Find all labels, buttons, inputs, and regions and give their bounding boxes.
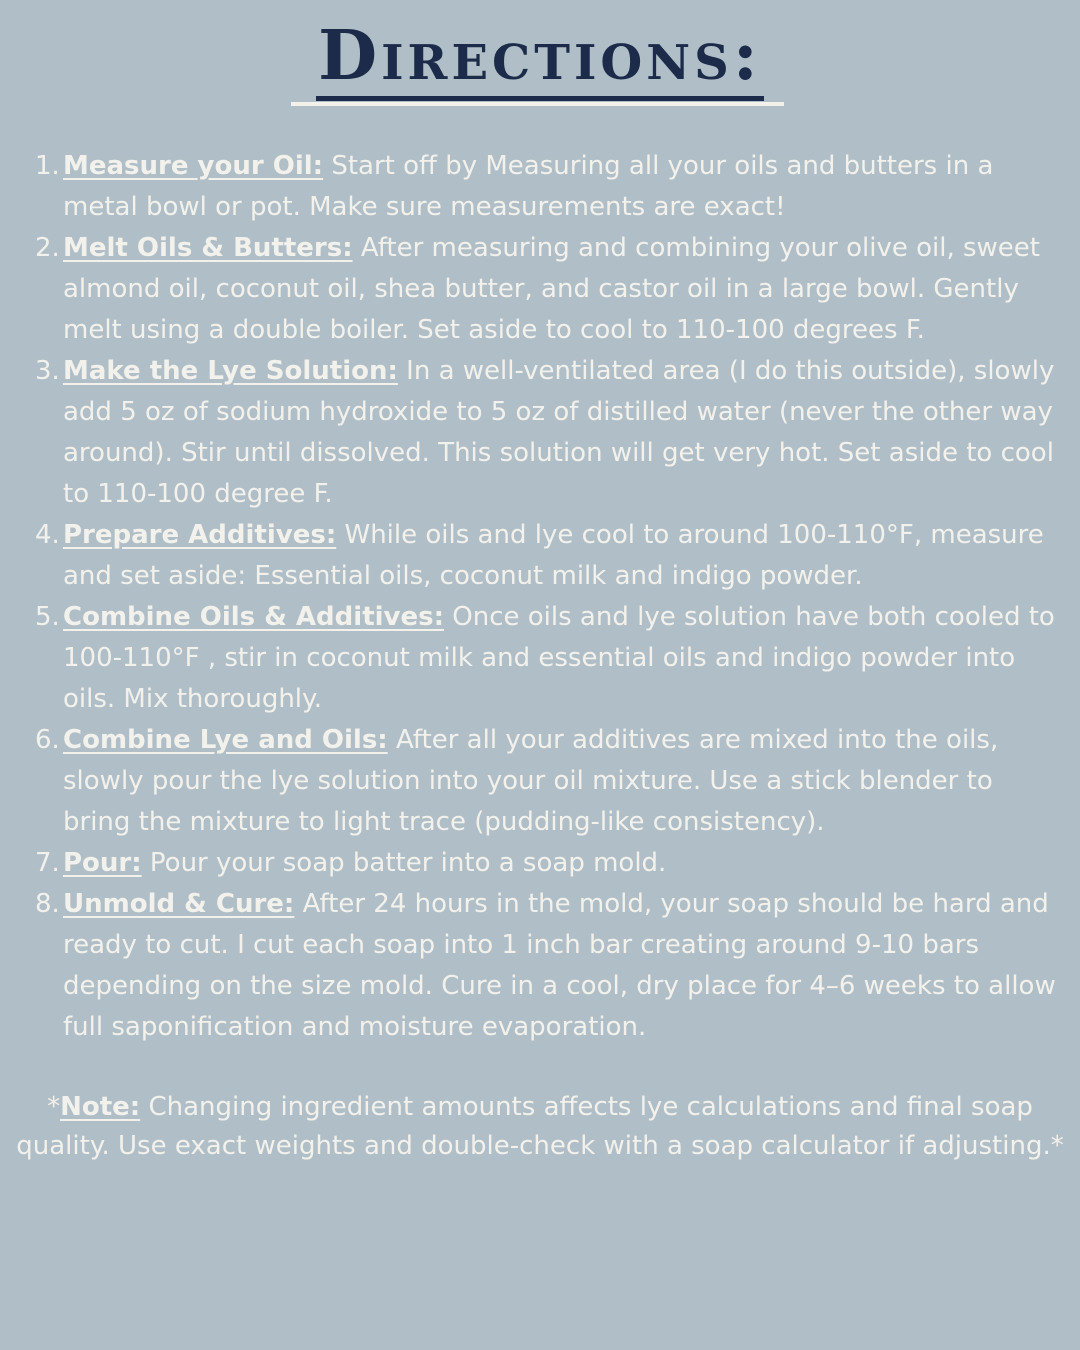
step-item <box>35 351 1063 515</box>
note-text: Changing ingredient amounts affects lye calculations and final soap quality. Use exact weights and double-check with a soap calculator if adjusting.* <box>16 1092 1064 1161</box>
title-divider <box>291 102 784 106</box>
step-number: 2. <box>35 233 60 263</box>
step-number: 7. <box>35 848 60 878</box>
step-text: While oils and lye cool to around 100-110°F, measure and set aside: Essential oils, coconut milk and indigo powder. <box>63 520 1044 591</box>
step-label: Unmold & Cure: <box>63 889 295 919</box>
step-number: 8. <box>35 889 60 919</box>
note-label: Note: <box>60 1092 141 1122</box>
step-item <box>35 884 1063 1048</box>
step-text: After all your additives are mixed into the oils, slowly pour the lye solution into your oil mixture. Use a stick blender to bring the mixture to light trace (pudding-like consistency). <box>63 725 999 837</box>
step-label: Make the Lye Solution: <box>63 356 398 386</box>
step-number: 4. <box>35 520 60 550</box>
step-text: Once oils and lye solution have both cooled to 100-110°F , stir in coconut milk and essential oils and indigo powder into oils. Mix thoroughly. <box>63 602 1055 714</box>
title-wrap <box>0 18 1080 101</box>
step-text: After measuring and combining your olive oil, sweet almond oil, coconut oil, shea butter, and castor oil in a large bowl. Gently melt using a double boiler. Set aside to cool to 110-100 degrees F. <box>63 233 1040 345</box>
step-number: 6. <box>35 725 60 755</box>
step-label: Melt Oils & Butters: <box>63 233 353 263</box>
page-title: Directions: <box>316 18 764 101</box>
step-label: Measure your Oil: <box>63 151 324 181</box>
step-item <box>35 515 1063 597</box>
step-number: 1. <box>35 151 60 181</box>
step-item <box>35 597 1063 720</box>
note-prefix: * <box>47 1092 61 1122</box>
step-label: Combine Lye and Oils: <box>63 725 388 755</box>
step-item <box>35 228 1063 351</box>
step-item <box>35 843 1063 884</box>
step-item <box>35 146 1063 228</box>
directions-list <box>35 146 1063 1048</box>
step-label: Pour: <box>63 848 142 878</box>
step-item <box>35 720 1063 843</box>
step-text: Pour your soap batter into a soap mold. <box>149 848 667 878</box>
step-text: Start off by Measuring all your oils and butters in a metal bowl or pot. Make sure measurements are exact! <box>63 151 994 222</box>
step-text: In a well-ventilated area (I do this outside), slowly add 5 oz of sodium hydroxide to 5 oz of distilled water (never the other way around). Stir until dissolved. This solution will get very hot. Set aside to cool to 110-100 degree F. <box>63 356 1055 509</box>
step-label: Prepare Additives: <box>63 520 337 550</box>
step-label: Combine Oils & Additives: <box>63 602 444 632</box>
step-number: 5. <box>35 602 60 632</box>
note <box>0 1088 1080 1166</box>
step-text: After 24 hours in the mold, your soap should be hard and ready to cut. I cut each soap into 1 inch bar creating around 9-10 bars depending on the size mold. Cure in a cool, dry place for 4–6 weeks to allow full saponification and moisture evaporation. <box>63 889 1056 1042</box>
step-number: 3. <box>35 356 60 386</box>
